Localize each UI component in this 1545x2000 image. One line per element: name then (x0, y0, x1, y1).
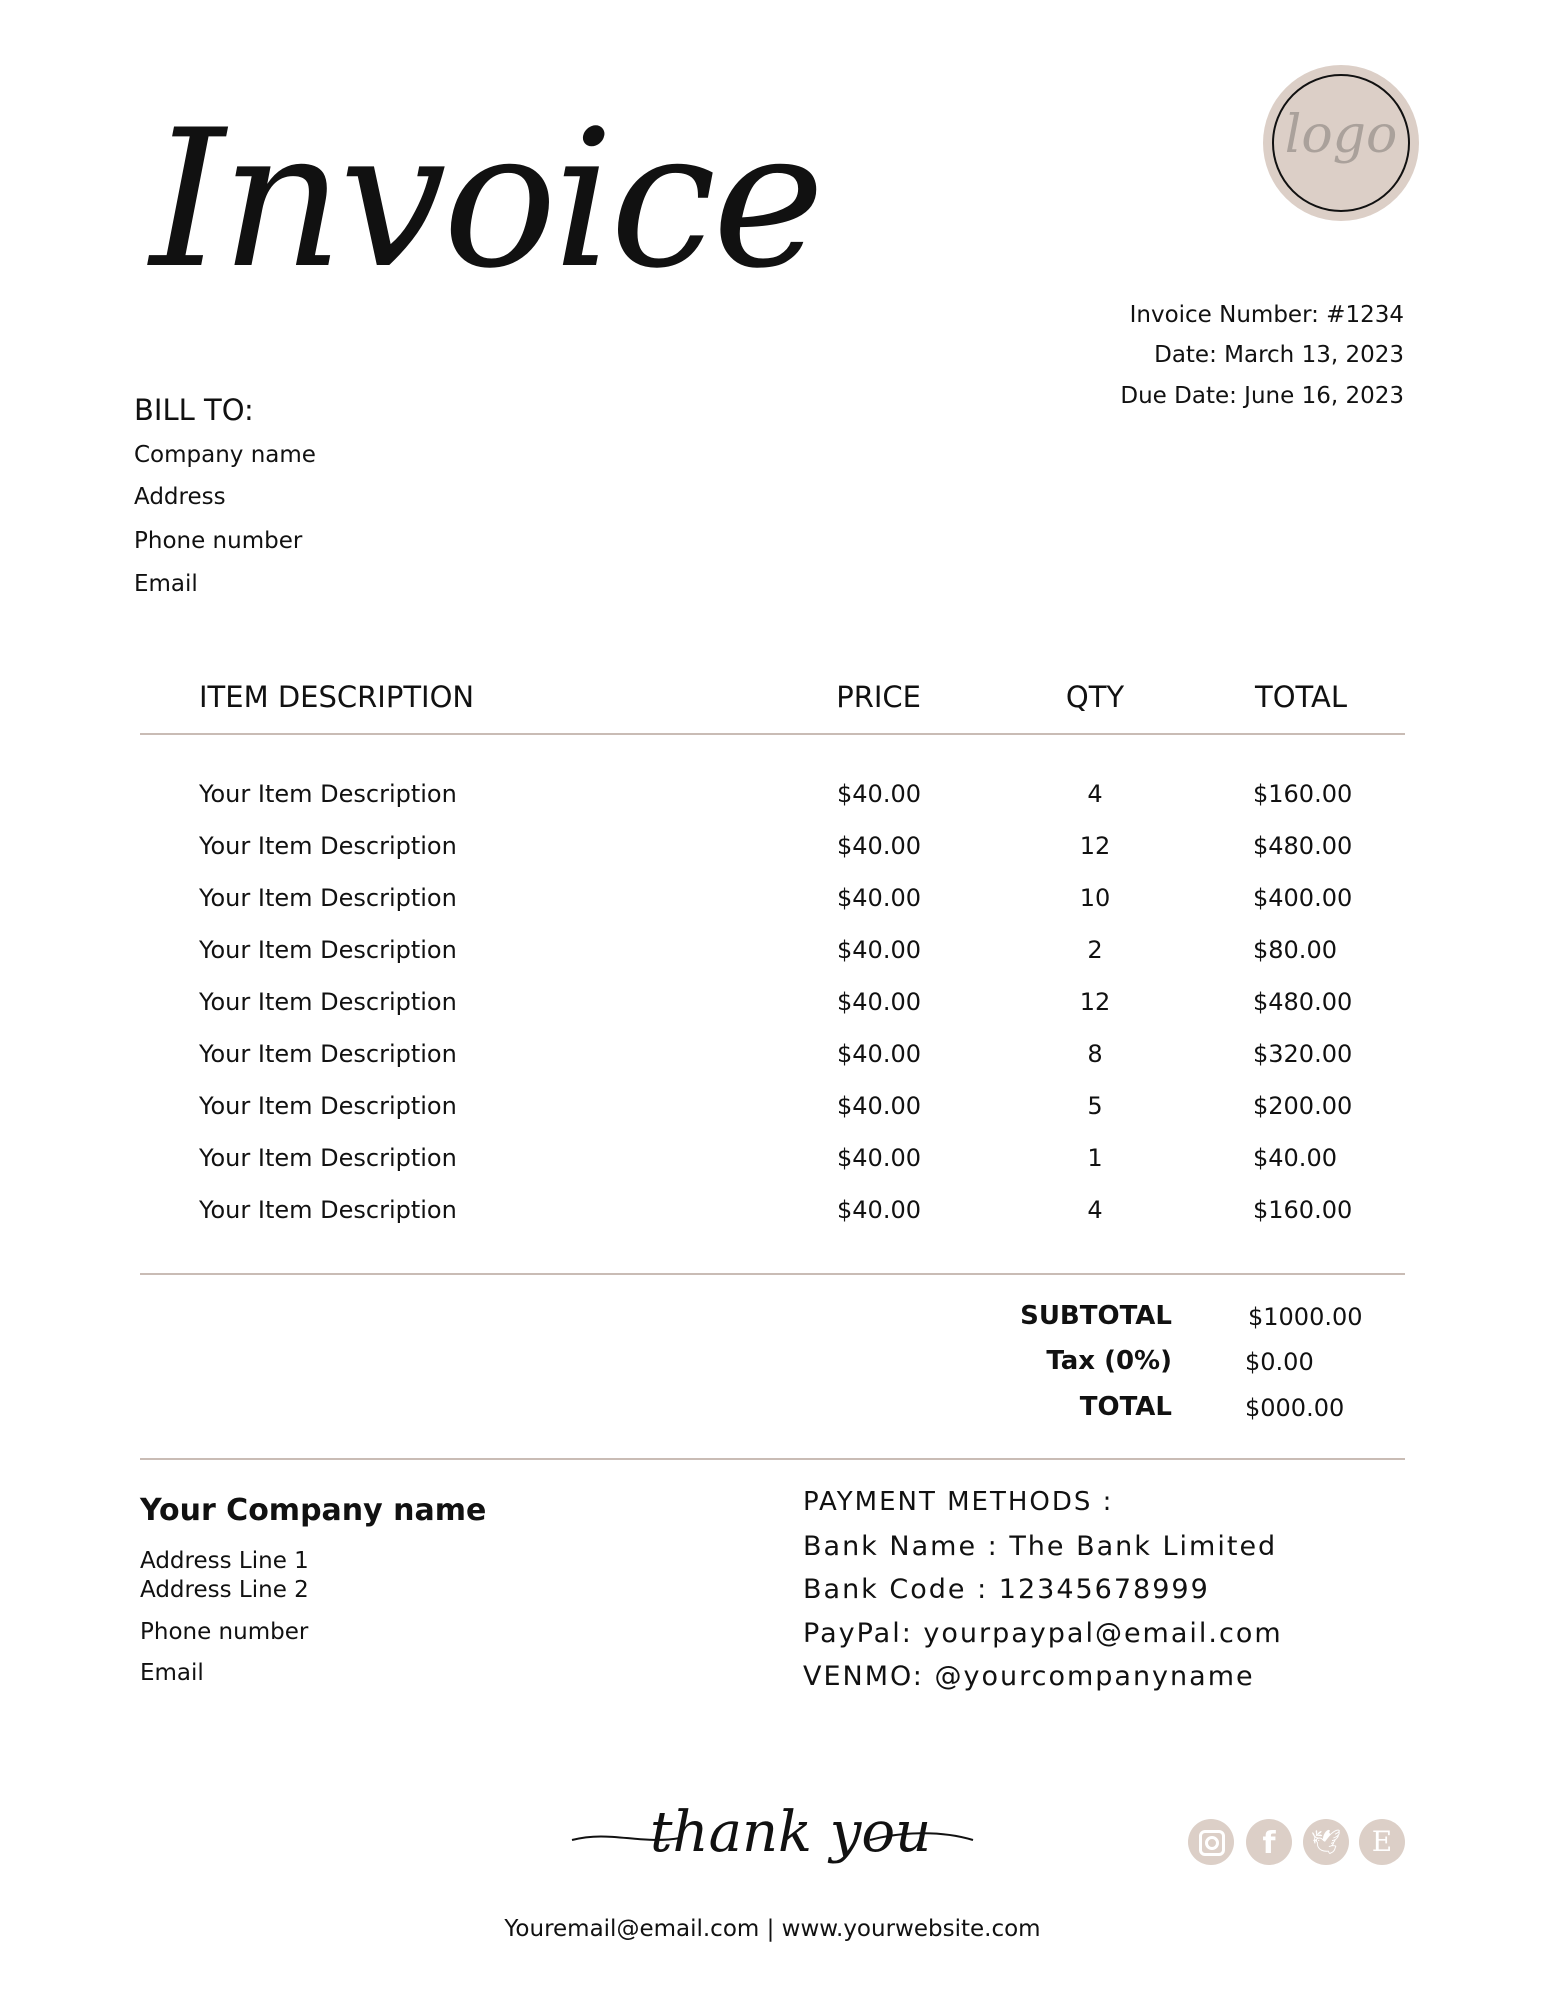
tax-label: Tax (0%) (1046, 1346, 1172, 1376)
item-price: $40.00 (837, 832, 921, 860)
tax-value: $0.00 (1245, 1348, 1314, 1376)
thank-you-signature (570, 1790, 975, 1890)
logo-text: logo (1284, 105, 1398, 165)
item-price: $40.00 (837, 780, 921, 808)
item-total: $160.00 (1253, 1196, 1353, 1224)
due-date: Due Date: June 16, 2023 (1120, 383, 1404, 409)
company-address-2: Address Line 2 (140, 1577, 309, 1603)
subtotal-label: SUBTOTAL (1020, 1301, 1172, 1331)
item-price: $40.00 (837, 1144, 921, 1172)
payment-heading: PAYMENT METHODS : (803, 1487, 1114, 1517)
item-qty: 10 (1079, 884, 1111, 912)
twitter-icon[interactable]: 🕊 (1303, 1819, 1349, 1865)
table-row (0, 832, 1545, 872)
bill-to-address: Address (134, 484, 226, 510)
item-description: Your Item Description (199, 884, 457, 912)
item-description: Your Item Description (199, 832, 457, 860)
table-row (0, 1092, 1545, 1132)
item-total: $400.00 (1253, 884, 1353, 912)
facebook-icon[interactable]: f (1246, 1819, 1292, 1865)
item-price: $40.00 (837, 1196, 921, 1224)
item-qty: 8 (1087, 1040, 1103, 1068)
item-description: Your Item Description (199, 1196, 457, 1224)
item-description: Your Item Description (199, 1144, 457, 1172)
item-price: $40.00 (837, 1040, 921, 1068)
table-row (0, 780, 1545, 820)
item-qty: 12 (1079, 988, 1111, 1016)
item-qty: 12 (1079, 832, 1111, 860)
item-description: Your Item Description (199, 780, 457, 808)
bill-to-company: Company name (134, 442, 316, 468)
header-total: TOTAL (1255, 680, 1347, 714)
payment-paypal: PayPal: yourpaypal@email.com (803, 1618, 1283, 1649)
invoice-date: Date: March 13, 2023 (1154, 342, 1404, 368)
payment-bank-code: Bank Code : 12345678999 (803, 1574, 1210, 1605)
company-email: Email (140, 1660, 204, 1686)
bill-to-phone: Phone number (134, 528, 303, 554)
subtotal-value: $1000.00 (1248, 1303, 1363, 1331)
item-total: $480.00 (1253, 832, 1353, 860)
table-row (0, 936, 1545, 976)
item-total: $160.00 (1253, 780, 1353, 808)
item-description: Your Item Description (199, 1092, 457, 1120)
company-name: Your Company name (140, 1493, 487, 1528)
item-price: $40.00 (837, 884, 921, 912)
company-logo (1263, 65, 1419, 221)
item-price: $40.00 (837, 988, 921, 1016)
total-value: $000.00 (1245, 1394, 1345, 1422)
item-description: Your Item Description (199, 1040, 457, 1068)
item-qty: 2 (1087, 936, 1103, 964)
invoice-number: Invoice Number: #1234 (1129, 302, 1404, 328)
item-total: $80.00 (1253, 936, 1337, 964)
item-total: $200.00 (1253, 1092, 1353, 1120)
item-qty: 4 (1087, 780, 1103, 808)
item-qty: 4 (1087, 1196, 1103, 1224)
instagram-icon[interactable] (1188, 1819, 1234, 1865)
item-total: $40.00 (1253, 1144, 1337, 1172)
payment-venmo: VENMO: @yourcompanyname (803, 1661, 1255, 1692)
bill-to-email: Email (134, 571, 198, 597)
item-description: Your Item Description (199, 988, 457, 1016)
table-row (0, 1196, 1545, 1236)
items-divider (140, 1273, 1405, 1275)
table-row (0, 988, 1545, 1028)
table-row (0, 884, 1545, 924)
table-row (0, 1144, 1545, 1184)
company-address-1: Address Line 1 (140, 1548, 309, 1574)
invoice-title: Invoice (150, 89, 821, 310)
footer-contact: Youremail@email.com | www.yourwebsite.com (504, 1916, 1041, 1942)
item-qty: 5 (1087, 1092, 1103, 1120)
company-phone: Phone number (140, 1619, 309, 1645)
summary-divider (140, 1458, 1405, 1460)
table-row (0, 1040, 1545, 1080)
thank-you-text: thank you (650, 1800, 932, 1865)
header-divider (140, 733, 1405, 735)
header-qty: QTY (1065, 680, 1125, 714)
item-price: $40.00 (837, 1092, 921, 1120)
item-description: Your Item Description (199, 936, 457, 964)
etsy-icon[interactable]: E (1359, 1819, 1405, 1865)
bill-to-heading: BILL TO: (134, 393, 254, 427)
item-total: $480.00 (1253, 988, 1353, 1016)
item-price: $40.00 (837, 936, 921, 964)
header-price: PRICE (836, 680, 921, 714)
item-total: $320.00 (1253, 1040, 1353, 1068)
total-label: TOTAL (1079, 1392, 1172, 1422)
header-description: ITEM DESCRIPTION (199, 680, 475, 714)
payment-bank-name: Bank Name : The Bank Limited (803, 1531, 1278, 1562)
item-qty: 1 (1087, 1144, 1103, 1172)
